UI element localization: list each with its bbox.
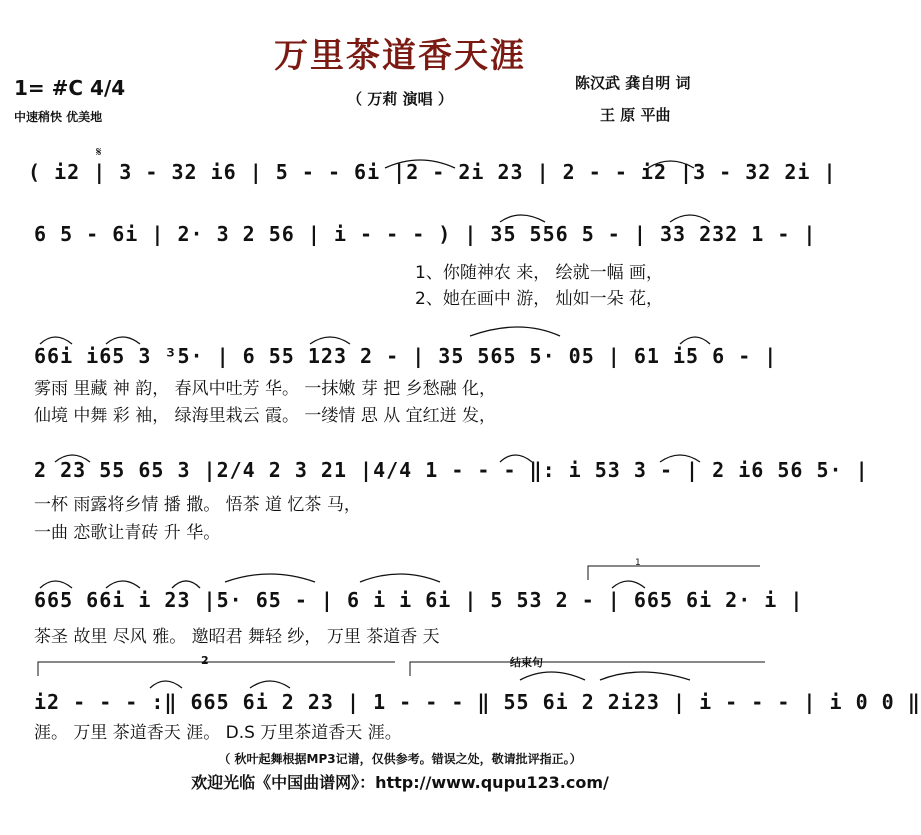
site-link[interactable]: 欢迎光临《中国曲谱网》：http://www.qupu123.com/ — [191, 773, 609, 792]
system-3-lyric-2: 仙境 中舞 彩 袖， 绿海里栽云 霞。 一缕情 思 从 宜红迸 发， — [34, 406, 497, 426]
system-4-lyric-1: 一杯 雨露将乡情 播 撒。 悟茶 道 忆茶 马， — [34, 495, 361, 515]
svg-text:1: 1 — [635, 558, 641, 568]
system-3-notes: 66i i65 3 ³5· | 6 55 123 2 - | 35 565 5· 05 | 61 i5 6 - | — [34, 344, 778, 368]
system-4-lyric-2: 一曲 恋歌让青砖 升 华。 — [34, 523, 221, 543]
segno-icon: 𝄋 — [96, 145, 102, 160]
key-signature: 1= #C 4/4 — [14, 76, 126, 100]
score-title: 万里茶道香天涯 — [274, 36, 526, 76]
system-6-lyric-1: 涯。 万里 茶道香天 涯。 D.S 万里茶道香天 涯。 — [34, 723, 402, 743]
singer-credit: （ 万莉 演唱 ） — [347, 90, 453, 108]
transcription-note: （ 秋叶起舞根据MP3记谱，仅供参考。错误之处，敬请批评指正。） — [218, 752, 582, 766]
lyricist-credit: 陈汉武 龚自明 词 — [575, 74, 691, 92]
system-1-notes: ( i2 | 3 - 32 i6 | 5 - - 6i |2 - 2i 23 | 2 - - i2 |3 - 32 2i | — [28, 160, 837, 184]
composer-credit: 王 原 平曲 — [600, 106, 671, 124]
system-3-lyric-1: 雾雨 里藏 神 韵， 春风中吐芳 华。 一抹嫩 芽 把 乡愁融 化， — [34, 379, 497, 399]
system-4-notes: 2 23 55 65 3 |2/4 2 3 21 |4/4 1 - - - ‖: i 53 3 - | 2 i6 56 5· | — [34, 458, 869, 482]
tempo-marking: 中速稍快 优美地 — [14, 110, 103, 124]
system-2-lyric-1: 1、你随神农 来， 绘就一幅 画， — [415, 263, 664, 283]
volta-2-label: 2 — [201, 654, 209, 667]
system-5-notes: 665 66i i 23 |5· 65 - | 6 i i 6i | 5 53 2 - | 665 6i 2· i | — [34, 588, 804, 612]
system-2-lyric-2: 2、她在画中 游， 灿如一朵 花， — [415, 289, 664, 309]
ending-label: 结束句 — [510, 656, 543, 669]
system-6-notes: i2 - - - :‖ 665 6i 2 23 | 1 - - - ‖ 55 6i 2 2i23 | i - - - | i 0 0 ‖ — [34, 690, 921, 714]
system-5-lyric-1: 茶圣 故里 尽风 雅。 邀昭君 舞轻 纱， 万里 茶道香 天 — [34, 627, 440, 647]
system-2-notes: 6 5 - 6i | 2· 3 2 56 | i - - - ) | 35 556 5 - | 33 232 1 - | — [34, 222, 817, 246]
